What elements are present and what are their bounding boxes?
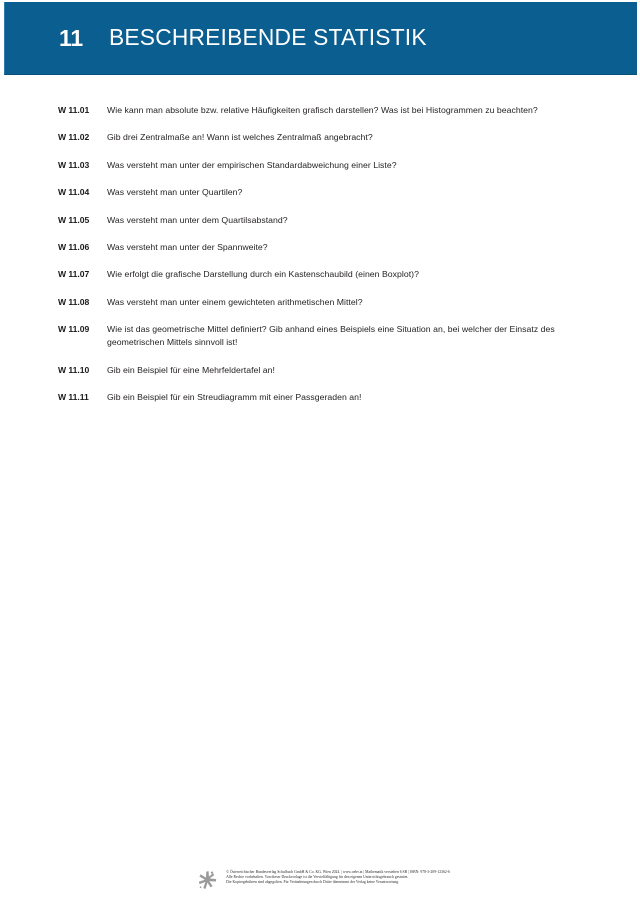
question-code: W 11.08 — [58, 296, 90, 307]
footer-line-3: Die Kopiergebühren sind abgegolten. Für Veränderungen durch Dritte übernimmt der Verlag keine Verantwortung. — [226, 880, 400, 885]
question-text: Was versteht man unter der empirischen Standardabweichung einer Liste? — [107, 159, 397, 170]
question-row — [0, 296, 640, 309]
question-text: Wie ist das geometrische Mittel definiert? Gib anhand eines Beispiels eine Situation an, bei welcher der Einsatz des geometrischen Mittels sinnvoll ist! — [107, 324, 555, 348]
question-text: Gib drei Zentralmaße an! Wann ist welches Zentralmaß angebracht? — [107, 132, 373, 143]
question-text: Wie erfolgt die grafische Darstellung durch ein Kastenschaubild (einen Boxplot)? — [107, 269, 419, 280]
question-code: W 11.02 — [58, 132, 90, 143]
question-code: W 11.07 — [58, 269, 90, 280]
question-row — [0, 364, 640, 377]
chapter-number: 11 — [59, 24, 83, 51]
chapter-header-bar — [4, 2, 637, 75]
question-row — [0, 323, 640, 349]
question-text: Wie kann man absolute bzw. relative Häufigkeiten grafisch darstellen? Was ist bei Histogrammen zu beachten? — [107, 105, 538, 115]
question-row — [0, 131, 640, 144]
question-row — [0, 104, 640, 117]
chapter-title: BESCHREIBENDE STATISTIK — [108, 24, 427, 51]
question-row — [0, 391, 640, 404]
question-code: W 11.09 — [58, 324, 90, 335]
footer-copyright-text — [226, 869, 450, 886]
question-code: W 11.10 — [58, 364, 90, 375]
question-row — [0, 241, 640, 254]
question-row — [0, 268, 640, 281]
question-text: Gib ein Beispiel für eine Mehrfeldertafel an! — [107, 364, 275, 375]
question-text: Gib ein Beispiel für ein Streudiagramm mit einer Passgeraden an! — [107, 392, 362, 403]
question-code: W 11.03 — [58, 159, 90, 170]
question-text: Was versteht man unter dem Quartilsabstand? — [107, 214, 288, 225]
question-code: W 11.06 — [58, 241, 90, 252]
question-code: W 11.01 — [58, 105, 90, 115]
question-list-container — [0, 75, 640, 419]
question-row — [0, 186, 640, 199]
footer-line-1: © Österreichischer Bundesverlag Schulbuch GmbH & Co. KG, Wien 2024. | www.oebv.at | Mathematik verstehen 6 SB | ISBN: 978-3-209-12362-6 — [226, 870, 450, 874]
footer-line-2: Alle Rechte vorbehalten. Von dieser Druckvorlage ist die Vervielfältigung für den eigenen Unterrichtsgebrauch gestattet. — [226, 875, 409, 880]
question-row — [0, 214, 640, 227]
question-code: W 11.11 — [58, 392, 89, 403]
page-footer — [0, 869, 640, 892]
question-code: W 11.04 — [58, 187, 90, 198]
question-text: Was versteht man unter der Spannweite? — [107, 241, 268, 252]
question-code: W 11.05 — [58, 214, 90, 225]
question-text: Was versteht man unter Quartilen? — [107, 187, 243, 198]
question-text: Was versteht man unter einem gewichteten arithmetischen Mittel? — [107, 296, 363, 307]
question-list — [0, 104, 640, 404]
question-row — [0, 159, 640, 172]
oebv-asterisk-logo-icon — [196, 870, 218, 892]
